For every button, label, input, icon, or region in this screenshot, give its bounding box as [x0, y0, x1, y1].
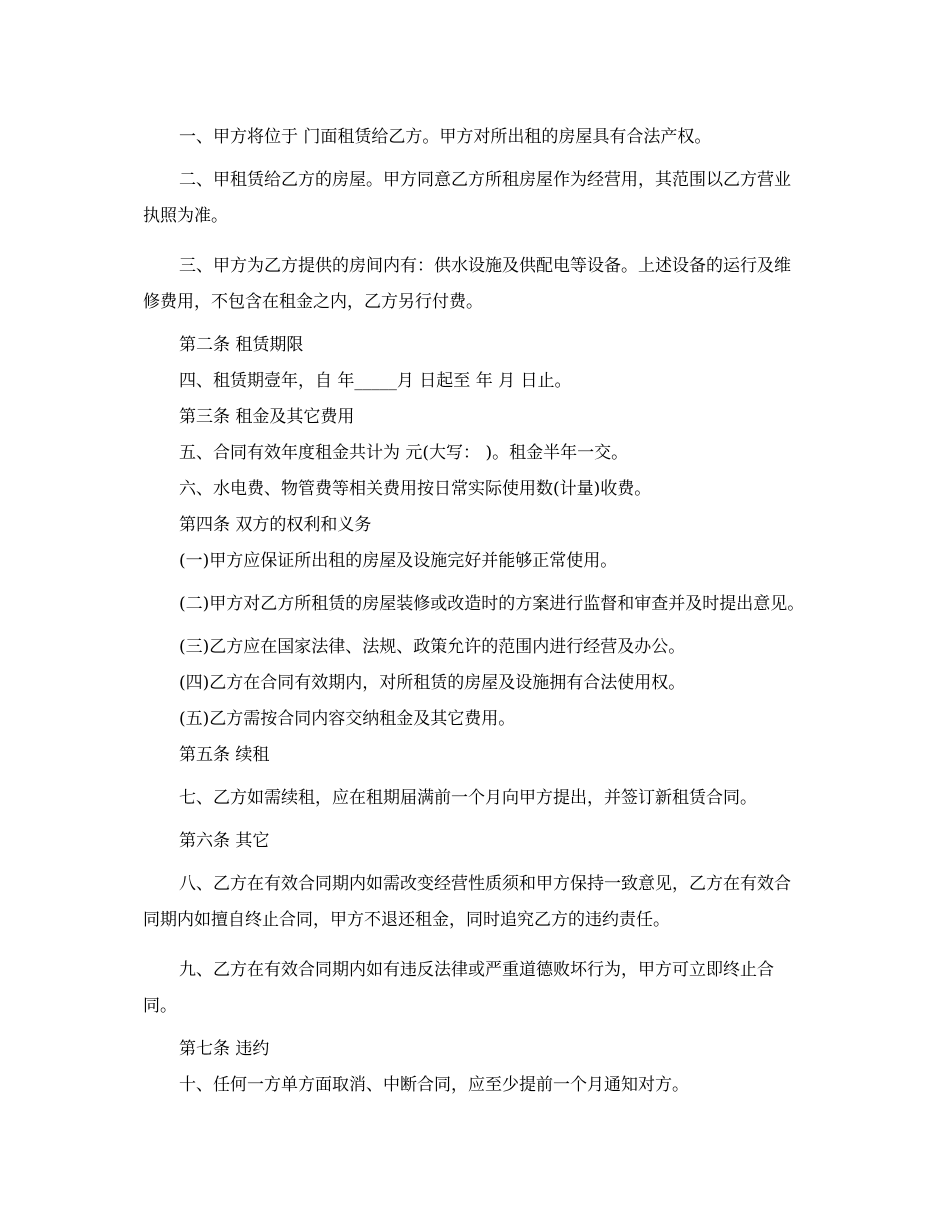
clause-5: 五、合同有效年度租金共计为 元(大写： )。租金半年一交。 [179, 443, 629, 463]
obligation-2: (二)甲方对乙方所租赁的房屋装修或改造时的方案进行监督和审查并及时提出意见。 [179, 594, 805, 614]
article-5-heading: 第五条 续租 [179, 745, 270, 765]
obligation-1: (一)甲方应保证所出租的房屋及设施完好并能够正常使用。 [179, 551, 618, 571]
article-3-heading: 第三条 租金及其它费用 [179, 407, 355, 427]
article-6-heading: 第六条 其它 [179, 831, 270, 851]
clause-4: 四、租赁期壹年，自 年_____月 日起至 年 月 日止。 [179, 371, 572, 391]
obligation-4: (四)乙方在合同有效期内，对所租赁的房屋及设施拥有合法使用权。 [179, 673, 686, 693]
clause-7: 七、乙方如需续租，应在租期届满前一个月向甲方提出，并签订新租赁合同。 [179, 788, 757, 808]
article-4-heading: 第四条 双方的权利和义务 [179, 515, 372, 535]
clause-3: 三、甲方为乙方提供的房间内有：供水设施及供配电等设备。上述设备的运行及维修费用，不包含在租金之内，乙方另行付费。 [143, 256, 791, 312]
obligation-5: (五)乙方需按合同内容交纳租金及其它费用。 [179, 709, 516, 729]
clause-1: 一、甲方将位于 门面租赁给乙方。甲方对所出租的房屋具有合法产权。 [179, 127, 712, 147]
clause-10: 十、任何一方单方面取消、中断合同，应至少提前一个月通知对方。 [179, 1075, 689, 1095]
clause-9: 九、乙方在有效合同期内如有违反法律或严重道德败坏行为，甲方可立即终止合同。 [143, 960, 774, 1016]
clause-8: 八、乙方在有效合同期内如需改变经营性质须和甲方保持一致意见，乙方在有效合同期内如擅自终止合同，甲方不退还租金，同时追究乙方的违约责任。 [143, 874, 791, 930]
clause-2: 二、甲租赁给乙方的房屋。甲方同意乙方所租房屋作为经营用，其范围以乙方营业执照为准。 [143, 170, 791, 226]
document-body [143, 126, 807, 1110]
article-7-heading: 第七条 违约 [179, 1039, 270, 1059]
obligation-3: (三)乙方应在国家法律、法规、政策允许的范围内进行经营及办公。 [179, 637, 686, 657]
clause-6: 六、水电费、物管费等相关费用按日常实际使用数(计量)收费。 [179, 479, 652, 499]
article-2-heading: 第二条 租赁期限 [179, 335, 304, 355]
